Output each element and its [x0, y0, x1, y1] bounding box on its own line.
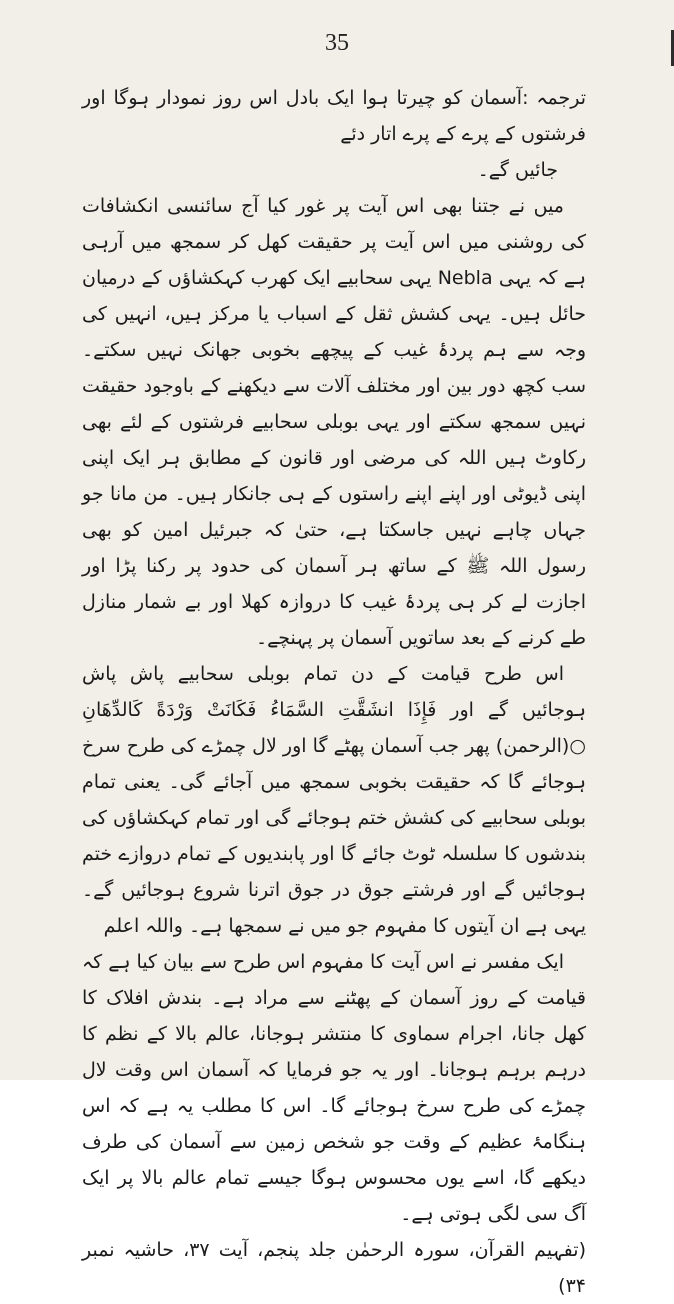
translation-continuation: جائیں گے۔ [477, 159, 558, 181]
citation: (تفہیم القرآن، سورہ الرحمٰن جلد پنجم، آیت ۳۷، حاشیہ نمبر ۳۴) [82, 1239, 586, 1297]
paragraph-qiyamat: اس طرح قیامت کے دن تمام بوبلی سحابیے پاش پاش ہوجائیں گے اور فَإِذَا انشَقَّتِ السَّمَاءُ فَكَانَتْ وَرْدَةً كَالدِّهَانِ ○(الرحمن) پھر جب آسمان پھٹے گا اور لال چمڑے کی طرح سرخ ہوجائے گا کہ حقیقت بخوبی سمجھ میں آجائے گی۔ یعنی تمام بوبلی سحابیے کی کشش ختم ہوجائے گی اور تمام کہکشاؤں کی بندشوں کا سلسلہ ٹوٹ جائے گا اور پابندیوں کے تمام دروازے ختم ہوجائیں گے اور فرشتے جوق در جوق اترنا شروع ہوجائیں گے۔ یہی ہے ان آیتوں کا مفہوم جو میں نے سمجھا ہے۔ واللہ اعلم [82, 663, 586, 937]
page-number: 35 [325, 30, 349, 56]
translation-line: ترجمہ :آسمان کو چیرتا ہوا ایک بادل اس روز نمودار ہوگا اور فرشتوں کے پرے کے پرے اتار دئے [82, 87, 586, 145]
paragraph-mufassir: ایک مفسر نے اس آیت کا مفہوم اس طرح سے بیان کیا ہے کہ قیامت کے روز آسمان کے پھٹنے سے مراد ہے۔ بندش افلاک کا کھل جانا، اجرام سماوی کا منتشر ہوجانا، عالم بالا کے نظم کا درہم برہم ہوجانا۔ اور یہ جو فرمایا کہ آسمان اس وقت لال چمڑے کی طرح سرخ ہوجائے گا۔ اس کا مطلب یہ ہے کہ اس ہنگامۂ عظیم کے وقت جو شخص زمین سے آسمان کی طرف دیکھے گا، اسے یوں محسوس ہوگا جیسے تمام عالم بالا پر ایک آگ سی لگی ہوتی ہے۔ [82, 951, 586, 1225]
page-text [82, 80, 586, 1304]
paragraph-reflection: میں نے جتنا بھی اس آیت پر غور کیا آج سائنسی انکشافات کی روشنی میں اس آیت پر حقیقت کھل کر سمجھ میں آرہی ہے کہ یہی Nebla یہی سحابیے ایک کھرب کہکشاؤں کے درمیان حائل ہیں۔ یہی کشش ثقل کے اسباب یا مرکز ہیں، انہیں کی وجہ سے ہم پردۂ غیب کے پیچھے بخوبی جھانک نہیں سکتے۔ سب کچھ دور بین اور مختلف آلات سے دیکھنے کے باوجود حقیقت نہیں سمجھ سکتے اور یہی بوبلی سحابیے فرشتوں کے لئے بھی رکاوٹ ہیں اللہ کی مرضی اور قانون کے مطابق ہر ایک اپنی اپنی ڈیوٹی اور اپنے اپنے راستوں کے ہی جانکار ہیں۔ من مانا جو جہاں چاہے نہیں جاسکتا ہے، حتیٰ کہ جبرئیل امین کو بھی رسول اللہ ﷺ کے ساتھ ہر آسمان کی حدود پر رکنا پڑا اور اجازت لے کر ہی پردۂ غیب کا دروازہ کھلا اور بے شمار منازل طے کرنے کے بعد ساتویں آسمان پر پہنچے۔ [82, 195, 586, 649]
